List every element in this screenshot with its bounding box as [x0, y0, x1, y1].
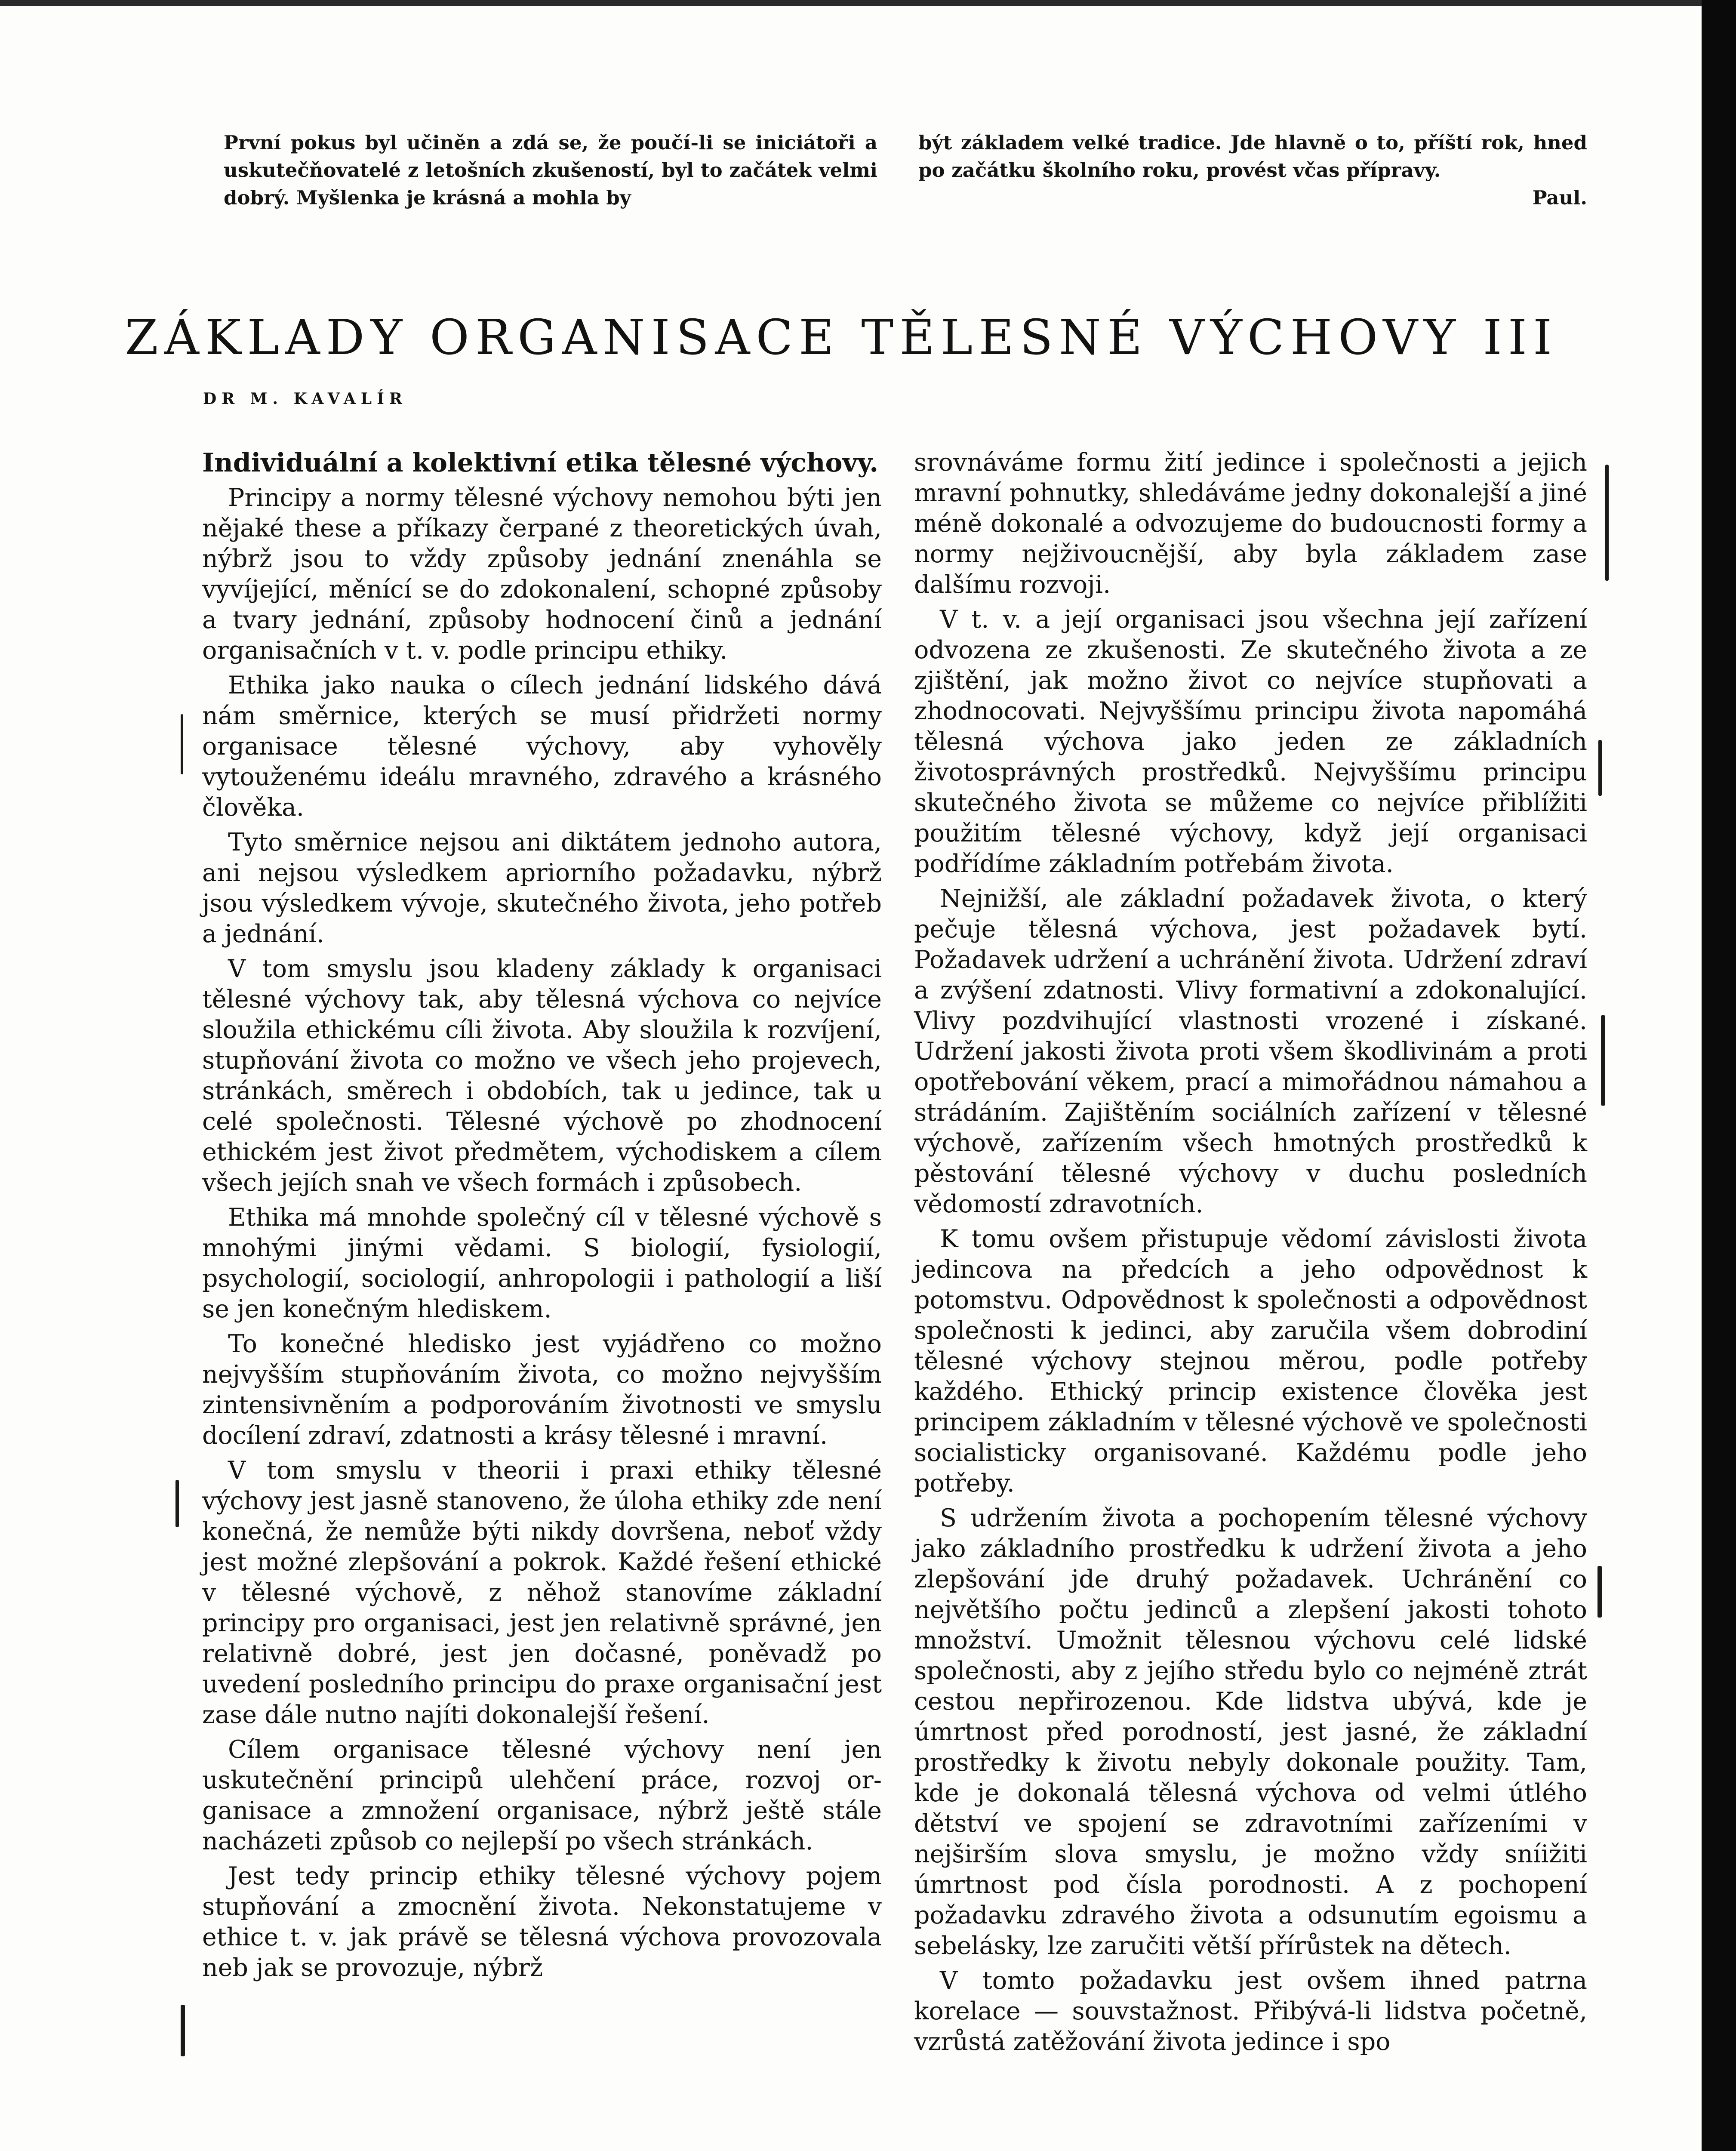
intro-column-right	[918, 129, 1587, 212]
paragraph: V tom smyslu v theorii i praxi ethiky tělesné výchovy jest jasně stanoveno, že úloha ethiky zde není konečná, že nemůže býti nikdy dovršena, neboť vždy jest možné zlepšování a pokrok. Každé řešení ethické v tělesné výchově, z něhož stanovíme základní principy pro organisaci, jest jen relativně správné, jen relativně dobré, jest jen dočasné, poněvadž po uvedení posledního principu do praxe organisační jest zase dále nutno najíti dokonalejší řešení.	[202, 1456, 882, 1729]
paragraph: Cílem organisace tělesné výchovy není jen uskutečnění principů ulehčení práce, rozvoj organisace a zmnožení organisace, nýbrž ještě stále nacházeti způsob co nejlepší po všech stránkách.	[202, 1735, 882, 1855]
margin-mark	[1597, 1566, 1602, 1618]
paragraph: To konečné hledisko jest vyjádřeno co možno nejvyšším stupňováním života, co možno nejvyšším zintensivněním a podporováním životnosti ve smyslu docílení zdraví, zdatnosti a krásy tělesné i mravní.	[202, 1330, 882, 1450]
margin-mark	[1598, 740, 1602, 796]
paragraph: V tomto požadavku jest ovšem ihned patrna korelace — souvstažnost. Přibývá-li lidstva početně, vzrůstá zatěžování života jedince i spo	[914, 1966, 1587, 2056]
article-title: ZÁKLADY ORGANISACE TĚLESNÉ VÝCHOVY III	[125, 310, 1558, 366]
intro-paragraph-right: být základem velké tradice. Jde hlavně o to, příští rok, hned po začátku školního roku, provést včas přípravy.	[918, 131, 1587, 182]
paragraph: Ethika jako nauka o cílech jednání lidského dává nám směrnice, kterých se musí přidržeti normy organisace tělesné výchovy, aby vyhověly vytouženému ideálu mravného, zdravého a krásného člověka.	[202, 671, 882, 822]
paragraph: Principy a normy tělesné výchovy nemohou býti jen nějaké these a příkazy čerpané z theoretických úvah, nýbrž jsou to vždy způsoby jednání znenáhla se vyvíjející, měnící se do zdokonalení, schopné způsoby a tvary jednání, způsoby hodnocení činů a jednání organisačních v t. v. podle principu ethiky.	[202, 484, 882, 665]
intro-column-left	[224, 129, 877, 212]
article-column-left	[202, 447, 882, 1988]
paragraph: S udržením života a pochopením tělesné výchovy jako základního prostředku k udržení života a jeho zlepšování jde druhý požadavek. Uchránění co největšího počtu jedinců a zlepšení jakosti tohoto množství. Umožnit tělesnou výchovu celé lidské společnosti, aby z jejího středu bylo co nejméně ztrát cestou nepřirozenou. Kde lidstva ubývá, kde je úmrtnost před porodností, jest jasné, že základní prostředky k životu nebyly dokonale použity. Tam, kde je dokonalá tělesná výchova od velmi útlého dětství ve spojení se zdravotními zařízeními v nejširším slova smyslu, je možno vždy sníižiti úmrtnost pod čísla porodnosti. A z pochopení požadavku zdravého života a odsunutím egoismu a sebelásky, lze zaručiti větší přírůstek na dětech.	[914, 1504, 1587, 1960]
paragraph: Ethika má mnohde společný cíl v tělesné výchově s mnohými jinými vědami. S biologií, fysiologií, psychologií, sociologií, anhropologii i pathologií a liší se jen konečným hlediskem.	[202, 1203, 882, 1323]
article-column-right	[914, 447, 1587, 2062]
paragraph: K tomu ovšem přistupuje vědomí závislosti života jedincova na předcích a jeho odpovědnost k potomstvu. Odpovědnost k společnosti a odpovědnost společnosti k jedinci, aby zaručila všem dobrodiní tělesné výchovy stejnou měrou, podle potřeby každého. Ethický princip existence člověka jest principem základním v tělesné výchově ve společnosti socialisticky organisované. Každému podle jeho potřeby.	[914, 1225, 1587, 1498]
paragraph: Jest tedy princip ethiky tělesné výchovy pojem stupňování a zmocnění života. Nekonstatujeme v ethice t. v. jak právě se tělesná výchova provozovala neb jak se provozuje, nýbrž	[202, 1862, 882, 1982]
intro-paragraph-left: První pokus byl učiněn a zdá se, že poučí-li se iniciátoři a uskutečňovatelé z letošních zkušeností, byl to začátek velmi dobrý. Myšlenka je krásná a mohla by	[224, 131, 877, 209]
paragraph-continued: srovnáváme formu žití jedince i společnosti a jejich mravní pohnutky, shledáváme jedny dokonalejší a jiné méně dokonalé a odvozujeme do budoucnosti formy a normy nejživoucnější, aby byla základem zase dalšímu rozvoji.	[914, 448, 1587, 599]
scan-edge-top	[0, 0, 1736, 6]
margin-mark	[181, 2005, 185, 2056]
paragraph: Nejnižší, ale základní požadavek života, o který pečuje tělesná výchova, jest požadavek bytí. Požadavek udržení a uchránění života. Udržení zdraví a zvýšení zdatnosti. Vlivy formativní a zdokonalující. Vlivy pozdvihující vlastnosti vrozené i získané. Udržení jakosti života proti všem škodlivinám a proti opotřebování věkem, prací a mimořádnou námahou a strádáním. Zajištěním sociálních zařízení v tělesné výchově, zařízením všech hmotných prostředků k pěstování tělesné výchovy v duchu posledních vědomostí zdravotních.	[914, 884, 1587, 1218]
margin-mark	[175, 1480, 179, 1527]
margin-mark	[1601, 1015, 1605, 1106]
margin-mark	[181, 714, 183, 774]
intro-signature: Paul.	[1532, 186, 1587, 209]
article-author: DR M. KAVALÍR	[203, 390, 407, 408]
paragraph: Tyto směrnice nejsou ani diktátem jednoho autora, ani nejsou výsledkem apriorního požadavku, nýbrž jsou výsledkem vývoje, skutečného života, jeho potřeb a jednání.	[202, 828, 882, 948]
margin-mark	[1605, 465, 1609, 581]
paragraph: V t. v. a její organisaci jsou všechna její zařízení odvozena ze zkušenosti. Ze skutečného života a ze zjištění, jak možno život co nejvíce stupňovati a zhodnocovati. Nejvyššímu principu života napomáhá tělesná výchova jako jeden ze základních životosprávných prostředků. Nejvyššímu principu skutečného života se můžeme co nejvíce přiblížiti použitím tělesné výchovy, když její organisaci podřídíme základním potřebám života.	[914, 605, 1587, 878]
scan-edge-right	[1702, 0, 1736, 2151]
section-heading: Individuální a kolektivní etika tělesné výchovy.	[202, 448, 879, 478]
paragraph: V tom smyslu jsou kladeny základy k organisaci tělesné výchovy tak, aby tělesná výchova co nejvíce sloužila ethickému cíli života. Aby sloužila k rozvíjení, stupňování života co možno ve všech jeho projevech, stránkách, směrech i obdobích, tak u jedince, tak u celé společnosti. Tělesné výchově po zhodnocení ethickém jest život předmětem, východiskem a cílem všech jejích snah ve všech formách i způsobech.	[202, 955, 882, 1197]
